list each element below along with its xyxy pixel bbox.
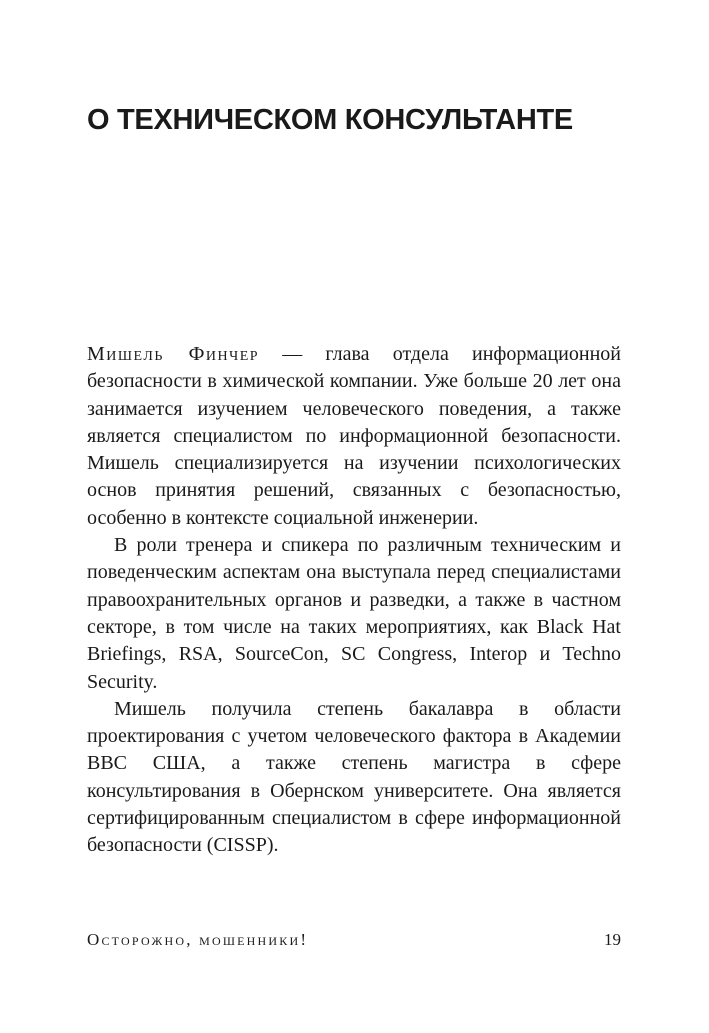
page-footer: [87, 928, 621, 952]
paragraph-speaking: В роли тренера и спикера по различным техническим и поведенческим аспектам она выступала перед специалистами правоохранительных органов и разведки, а также в частном секторе, в том числе на таких мероприятиях, как Black Hat Briefings, RSA, SourceCon, SC Congress, Interop и Techno Security.: [87, 534, 621, 693]
body-text: [87, 341, 621, 860]
page-title: О ТЕХНИЧЕСКОМ КОНСУЛЬТАНТЕ: [87, 104, 573, 136]
paragraph-bio: [87, 341, 621, 532]
paragraph-education: Мишель получила степень бакалавра в области проектирования с учетом человеческого фактора в Академии ВВС США, а также степень магистра в сфере консультирования в Обернском университете. Она является сертифицированным специалистом в сфере информационной безопасности (CISSP).: [87, 697, 621, 857]
running-title: Осторожно, мошенники!: [87, 930, 309, 949]
page-number: 19: [604, 930, 621, 949]
paragraph-text: — глава отдела информационной безопасности в химической компании. Уже больше 20 лет она занимается изучением человеческого поведения, а также является специалистом по информационной безопасности. Мишель специализируется на изучении психологических основ принятия решений, связанных с безопасностью, особенно в контексте социальной инженерии.: [87, 343, 621, 529]
author-name: Мишель Финчер: [87, 343, 260, 365]
